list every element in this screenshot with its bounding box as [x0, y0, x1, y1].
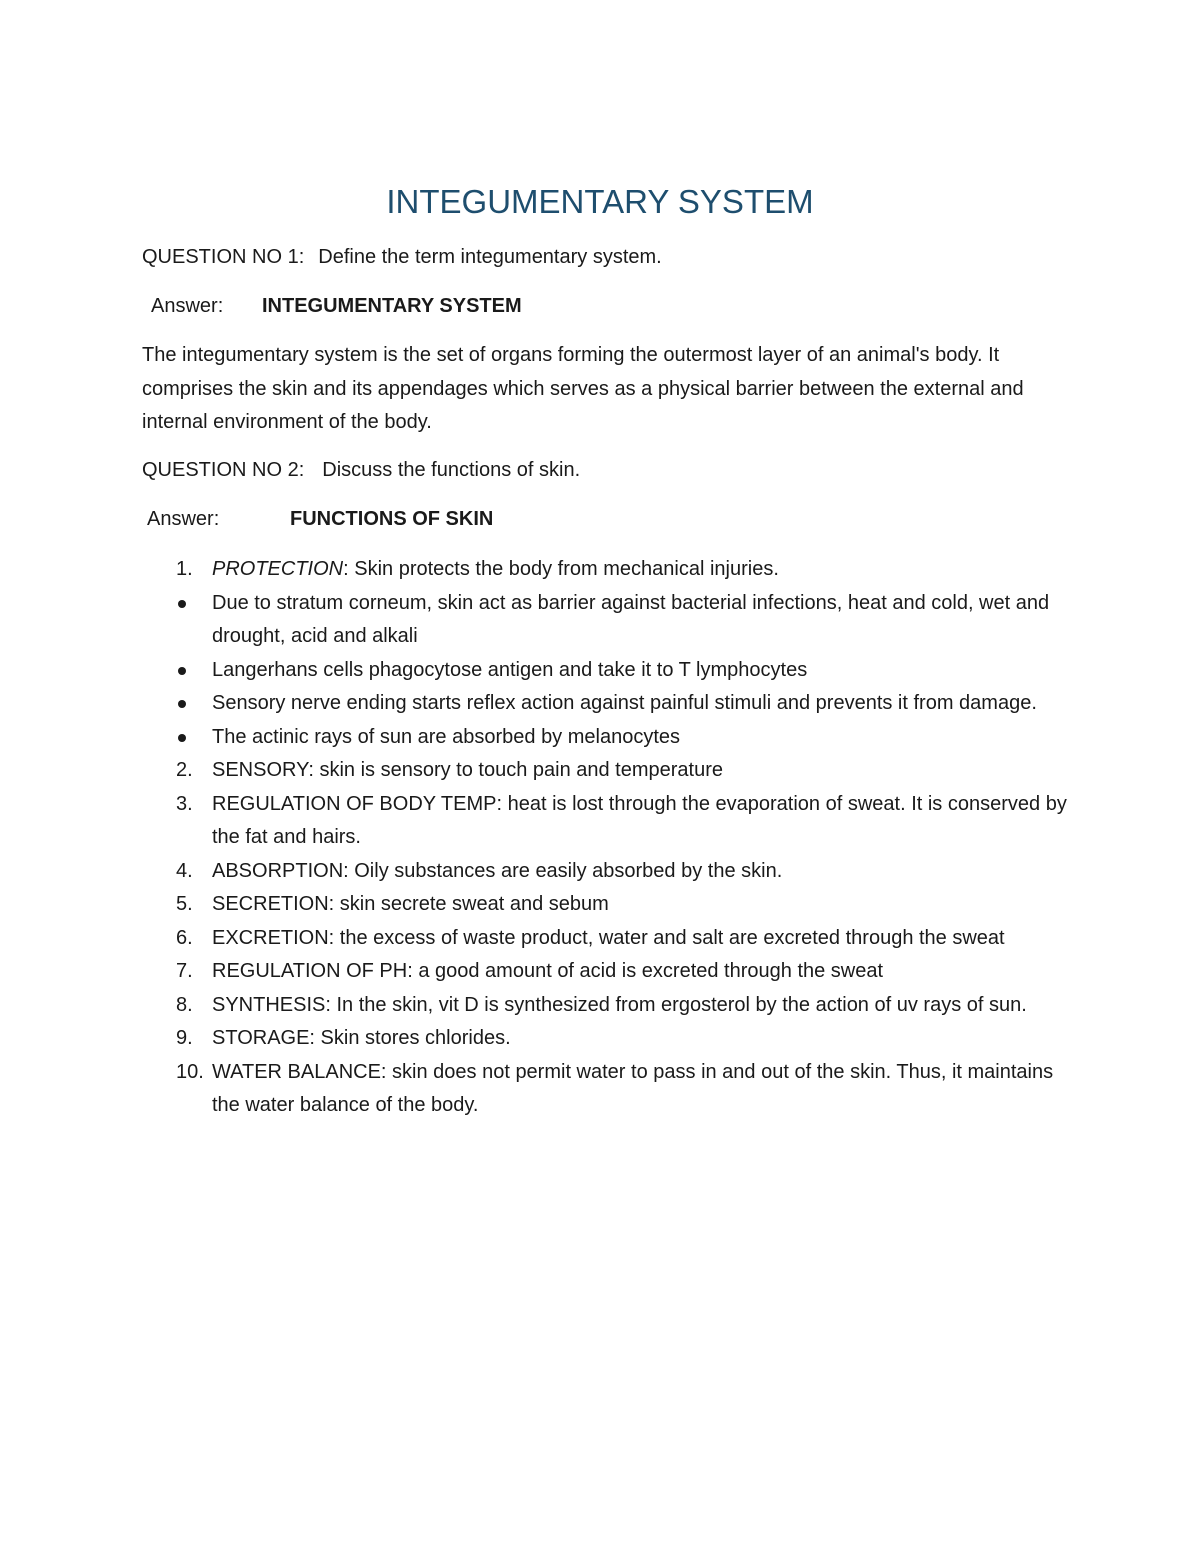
bullet-item	[142, 587, 1072, 654]
answer-2-label: Answer:	[147, 508, 220, 530]
question-1	[142, 244, 662, 270]
answer-2-heading: FUNCTIONS OF SKIN	[290, 508, 494, 530]
list-number: 6.	[176, 926, 193, 949]
function-text: WATER BALANCE: skin does not permit water to pass in and out of the skin. Thus, it maintains the water balance of the body.	[212, 1060, 1054, 1116]
bullet-item	[142, 687, 1072, 721]
function-text: Langerhans cells phagocytose antigen and take it to T lymphocytes	[212, 658, 808, 681]
numbered-item	[142, 922, 1072, 956]
function-text: : Skin protects the body from mechanical injuries.	[343, 558, 779, 580]
answer-1-heading: INTEGUMENTARY SYSTEM	[262, 295, 522, 317]
numbered-item	[142, 553, 1072, 587]
list-number: 4.	[176, 859, 193, 882]
numbered-item	[142, 1056, 1072, 1123]
function-text: SENSORY: skin is sensory to touch pain and temperature	[212, 759, 724, 781]
answer-2-line	[147, 506, 493, 532]
numbered-item	[142, 888, 1072, 922]
function-text: SECRETION: skin secrete sweat and sebum	[212, 893, 609, 915]
bullet-icon	[178, 734, 186, 742]
numbered-item	[142, 989, 1072, 1023]
question-2-text: Discuss the functions of skin.	[322, 459, 581, 481]
page-title: INTEGUMENTARY SYSTEM	[386, 183, 814, 220]
function-text: Sensory nerve ending starts reflex action against painful stimuli and prevents it from damage.	[212, 692, 1037, 714]
function-term: PROTECTION	[212, 558, 344, 580]
function-text: STORAGE: Skin stores chlorides.	[212, 1027, 511, 1049]
function-text: REGULATION OF PH: a good amount of acid is excreted through the sweat	[212, 960, 884, 982]
bullet-icon	[178, 667, 186, 675]
question-1-label: QUESTION NO 1:	[142, 246, 305, 268]
answer-1-label: Answer:	[151, 295, 224, 317]
numbered-item	[142, 754, 1072, 788]
function-text: The actinic rays of sun are absorbed by melanocytes	[212, 725, 681, 748]
numbered-item	[142, 855, 1072, 889]
function-text: ABSORPTION: Oily substances are easily absorbed by the skin.	[212, 859, 783, 882]
question-2	[142, 457, 580, 483]
bullet-item	[142, 721, 1072, 755]
list-number: 1.	[176, 558, 193, 580]
function-text: Due to stratum corneum, skin act as barrier against bacterial infections, heat and cold, wet and drought, acid and alkali	[212, 591, 1050, 647]
function-text: EXCRETION: the excess of waste product, water and salt are excreted through the sweat	[212, 926, 1005, 949]
functions-list	[142, 553, 1072, 1123]
function-text: REGULATION OF BODY TEMP: heat is lost through the evaporation of sweat. It is conserved by the fat and hairs.	[212, 792, 1067, 848]
list-number: 2.	[176, 759, 193, 781]
question-2-label: QUESTION NO 2:	[142, 459, 305, 481]
list-number: 8.	[176, 993, 193, 1016]
function-text: SYNTHESIS: In the skin, vit D is synthesized from ergosterol by the action of uv rays of sun.	[212, 993, 1027, 1016]
numbered-item	[142, 788, 1072, 855]
list-number: 9.	[176, 1027, 193, 1049]
bullet-icon	[178, 600, 186, 608]
list-number: 10.	[176, 1060, 204, 1083]
list-number: 7.	[176, 960, 193, 982]
answer-1-line	[151, 293, 522, 319]
numbered-item	[142, 1022, 1072, 1056]
list-number: 3.	[176, 792, 193, 815]
numbered-item	[142, 955, 1072, 989]
bullet-item	[142, 654, 1072, 688]
list-number: 5.	[176, 893, 193, 915]
definition-paragraph: The integumentary system is the set of organs forming the outermost layer of an animal's body. It comprises the skin and its appendages which serves as a physical barrier between the external and internal environment of the body.	[142, 344, 1024, 433]
question-1-text: Define the term integumentary system.	[318, 246, 662, 268]
bullet-icon	[178, 700, 186, 708]
